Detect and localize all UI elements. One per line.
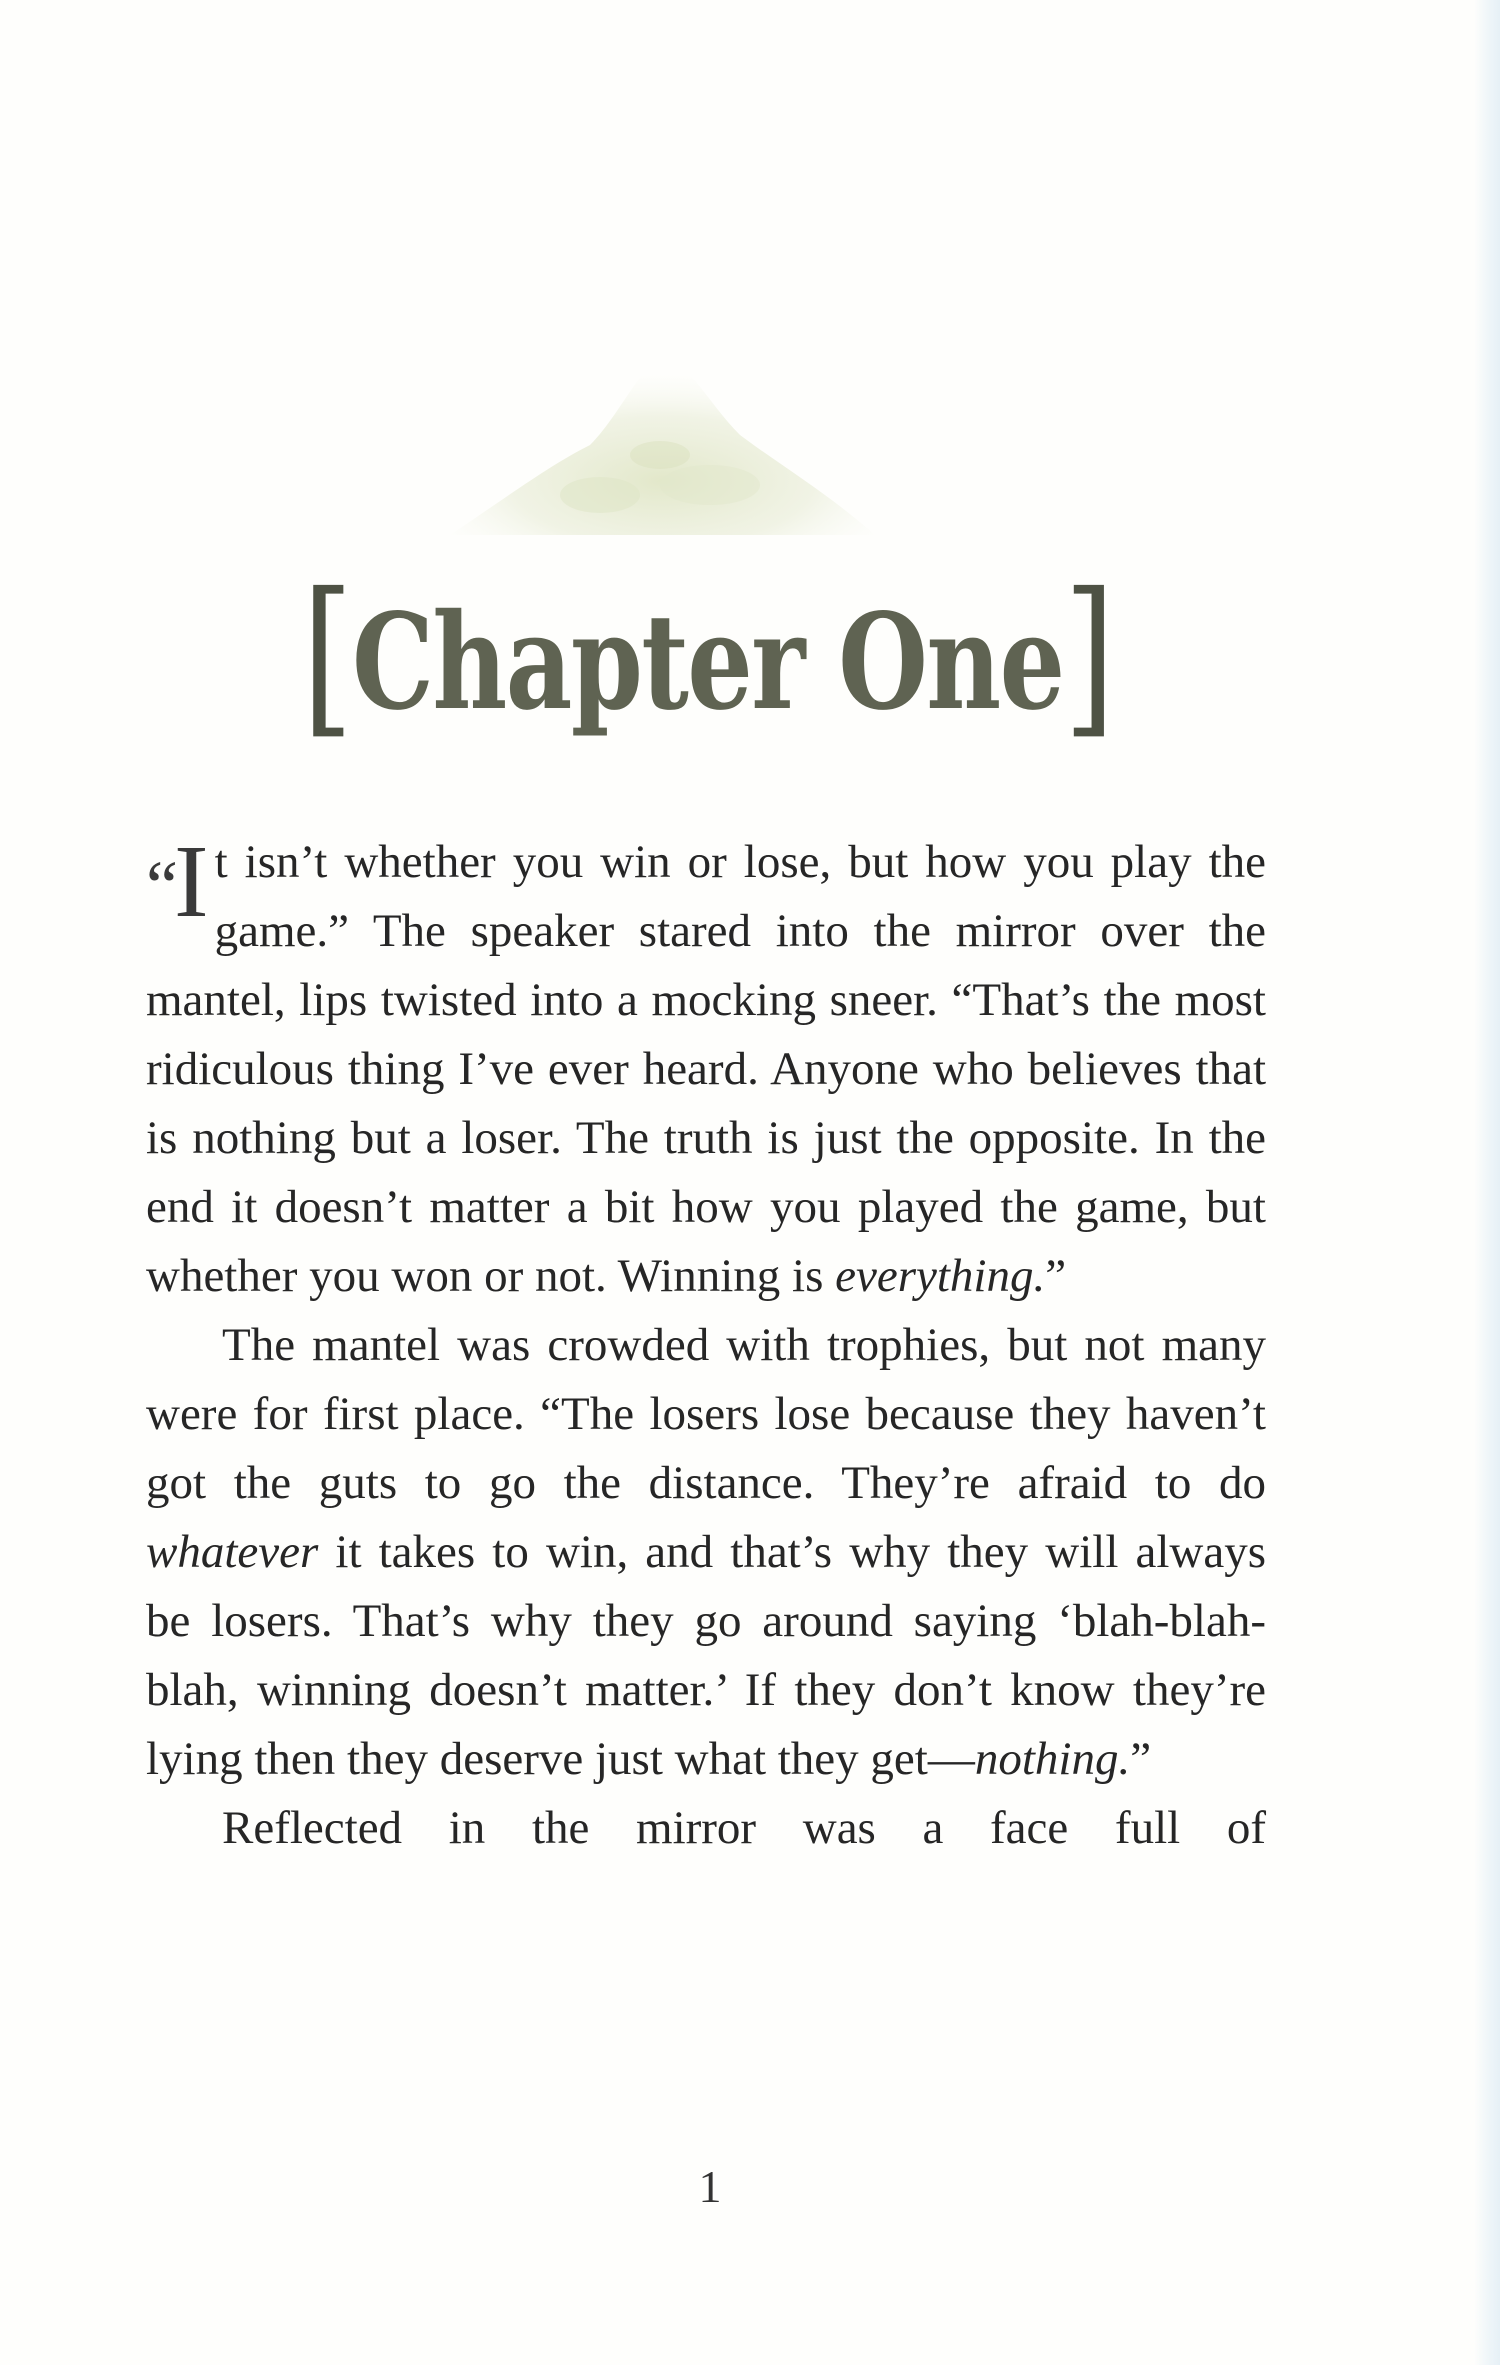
paragraph-2	[146, 1311, 1266, 1794]
chapter-body	[146, 824, 1266, 1863]
paragraph-3-text: Reflected in the mirror was a face full of	[222, 1802, 1266, 1854]
chapter-close-bracket: ]	[1063, 557, 1114, 755]
paragraph-2-text-b: it takes to win, and that’s why they will always be losers. That’s why they go around saying ‘blah-blah-blah, winning doesn’t matter.’ If they don’t know they’re lying then they deserve just what they get—	[146, 1526, 1266, 1785]
paragraph-2-emphasis-2: nothing.	[974, 1733, 1131, 1785]
page-number: 1	[698, 2161, 722, 2212]
paragraph-2-emphasis-1: whatever	[146, 1526, 319, 1578]
paragraph-1-text-b: ”	[1045, 1250, 1067, 1302]
paragraph-1-emphasis: everything.	[835, 1250, 1046, 1302]
paragraph-2-text-c: ”	[1130, 1733, 1152, 1785]
chapter-ornament-icon	[430, 345, 890, 545]
drop-cap-letter: I	[173, 824, 209, 939]
paragraph-3	[146, 1794, 1266, 1863]
paragraph-2-text-a: The mantel was crowded with trophies, but not many were for first place. “The losers lose because they haven’t got the guts to go the distance. They’re afraid to do	[146, 1319, 1266, 1509]
chapter-open-bracket: [	[301, 557, 353, 755]
drop-cap	[146, 824, 209, 939]
drop-cap-quote: “	[146, 846, 178, 926]
paragraph-1	[146, 824, 1266, 1311]
paragraph-1-text-a: t isn’t whether you win or lose, but how you play the game.” The speaker stared into the mirror over the mantel, lips twisted into a mocking sneer. “That’s the most ridiculous thing I’ve ever heard. Anyone who believes that is nothing but a loser. The truth is just the opposite. In the end it doesn’t matter a bit how you played the game, but whether you won or not. Winning is	[146, 836, 1266, 1302]
page-edge-tint	[1474, 0, 1500, 2365]
chapter-title	[154, 557, 1262, 755]
chapter-title-text: Chapter One	[352, 585, 1064, 740]
